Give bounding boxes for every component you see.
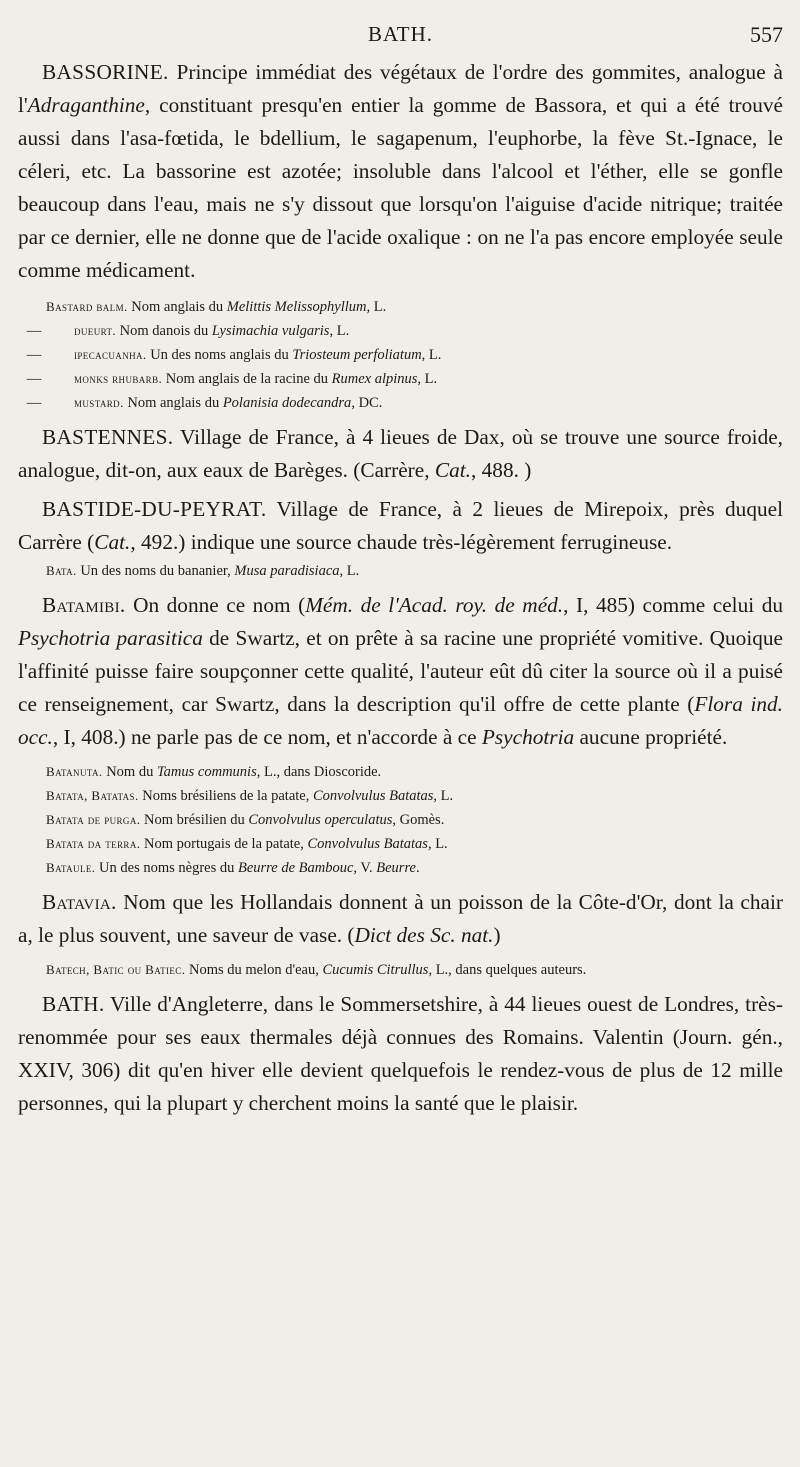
entry-bath: BATH. Ville d'Angleterre, dans le Sommersetshire, à 44 lieues ouest de Londres, très-renommée pour ses eaux thermales déjà connues des Romains. Valentin (Journ. gén., XXIV, 306) dit qu'en hiver elle devient quelquefois le rendez-vous de plus de 12 mille personnes, qui la plupart y cherchent moins la santé que le plaisir. [18,992,783,1115]
entry-batech: Batech, Batic ou Batiec. Noms du melon d'eau, Cucumis Citrullus, L., dans quelques auteurs. [46,962,587,978]
headword: Batata de purga. [46,812,141,827]
headword: BASSORINE. [42,60,169,84]
headword: Batata da terra. [46,836,141,851]
entry-bastard-monks-rhubarb: — monks rhubarb. Nom anglais de la racine du Rumex alpinus, L. [26,371,438,387]
entry-batamibi: Batamibi. On donne ce nom (Mém. de l'Acad. roy. de méd., I, 485) comme celui du Psychotria parasitica de Swartz, et on prête à sa racine une propriété vomitive. Quoique l'affinité puisse faire soupçonner cette qualité, l'auteur eût dû citer la source où il a puisé ce renseignement, car Swartz, dans la description qu'il offre de cette plante (Flora ind. occ., I, 408.) ne parle pas de ce nom, et n'accorde à ce Psychotria aucune propriété. [18,593,783,749]
entry-batata: Batata, Batatas. Noms brésiliens de la patate, Convolvulus Batatas, L. [46,788,454,804]
page-header [18,22,783,56]
entry-bastard: Bastard balm. Nom anglais du Melittis Melissophyllum, L. [46,299,387,315]
entry-bastard-mustard: — mustard. Nom anglais du Polanisia dodecandra, DC. [26,395,383,411]
headword: Batamibi. [42,593,126,617]
entry-bastard-dueurt: — dueurt. Nom danois du Lysimachia vulgaris, L. [26,323,350,339]
entry-bata: Bata. Un des noms du bananier, Musa paradisiaca, L. [46,563,360,579]
entry-bastennes: BASTENNES. Village de France, à 4 lieues de Dax, où se trouve une source froide, analogue, dit-on, aux eaux de Barèges. (Carrère, Cat., 488. ) [18,425,783,482]
dictionary-page [18,22,783,1120]
headword: Bata. [46,563,77,578]
page-number: 557 [750,22,783,47]
entry-batata-de-purga: Batata de purga. Nom brésilien du Convolvulus operculatus, Gomès. [46,812,445,828]
headword: BASTENNES. [42,425,174,449]
entry-bastard-ipecacuanha: — ipecacuanha. Un des noms anglais du Triosteum perfoliatum, L. [26,347,442,363]
headword: Batata, Batatas. [46,788,139,803]
entry-bassorine: BASSORINE. Principe immédiat des végétaux de l'ordre des gommites, analogue à l'Adraganthine, constituant presqu'en entier la gomme de Bassora, et qui a été trouvé aussi dans l'asa-fœtida, le bdellium, le sagapenum, l'euphorbe, la fève St.-Ignace, le céleri, etc. La bassorine est azotée; insoluble dans l'alcool et l'éther, elle se gonfle beaucoup dans l'eau, mais ne s'y dissout que lorsqu'on l'aiguise d'acide nitrique; traitée par ce dernier, elle ne donne que de l'acide oxalique : on ne l'a pas encore employée seule comme médicament. [18,60,783,282]
headword: Batech, Batic ou Batiec. [46,962,186,977]
headword: Batanuta. [46,764,103,779]
running-head: BATH. [367,22,434,46]
headword: Bataule. [46,860,96,875]
entry-batata-da-terra: Batata da terra. Nom portugais de la patate, Convolvulus Batatas, L. [46,836,448,852]
entry-bataule: Bataule. Un des noms nègres du Beurre de Bambouc, V. Beurre. [46,860,420,876]
entry-bastide-du-peyrat: BASTIDE-DU-PEYRAT. Village de France, à 2 lieues de Mirepoix, près duquel Carrère (Cat., 492.) indique une source chaude très-légèrement ferrugineuse. [18,497,783,554]
headword: BASTIDE-DU-PEYRAT. [42,497,267,521]
headword: Bastard balm. [46,299,128,314]
entry-batavia: Batavia. Nom que les Hollandais donnent à un poisson de la Côte-d'Or, dont la chair a, le plus souvent, une saveur de vase. (Dict des Sc. nat.) [18,890,783,947]
headword: Batavia. [42,890,117,914]
headword: BATH. [42,992,105,1016]
entry-batanuta: Batanuta. Nom du Tamus communis, L., dans Dioscoride. [46,764,382,780]
